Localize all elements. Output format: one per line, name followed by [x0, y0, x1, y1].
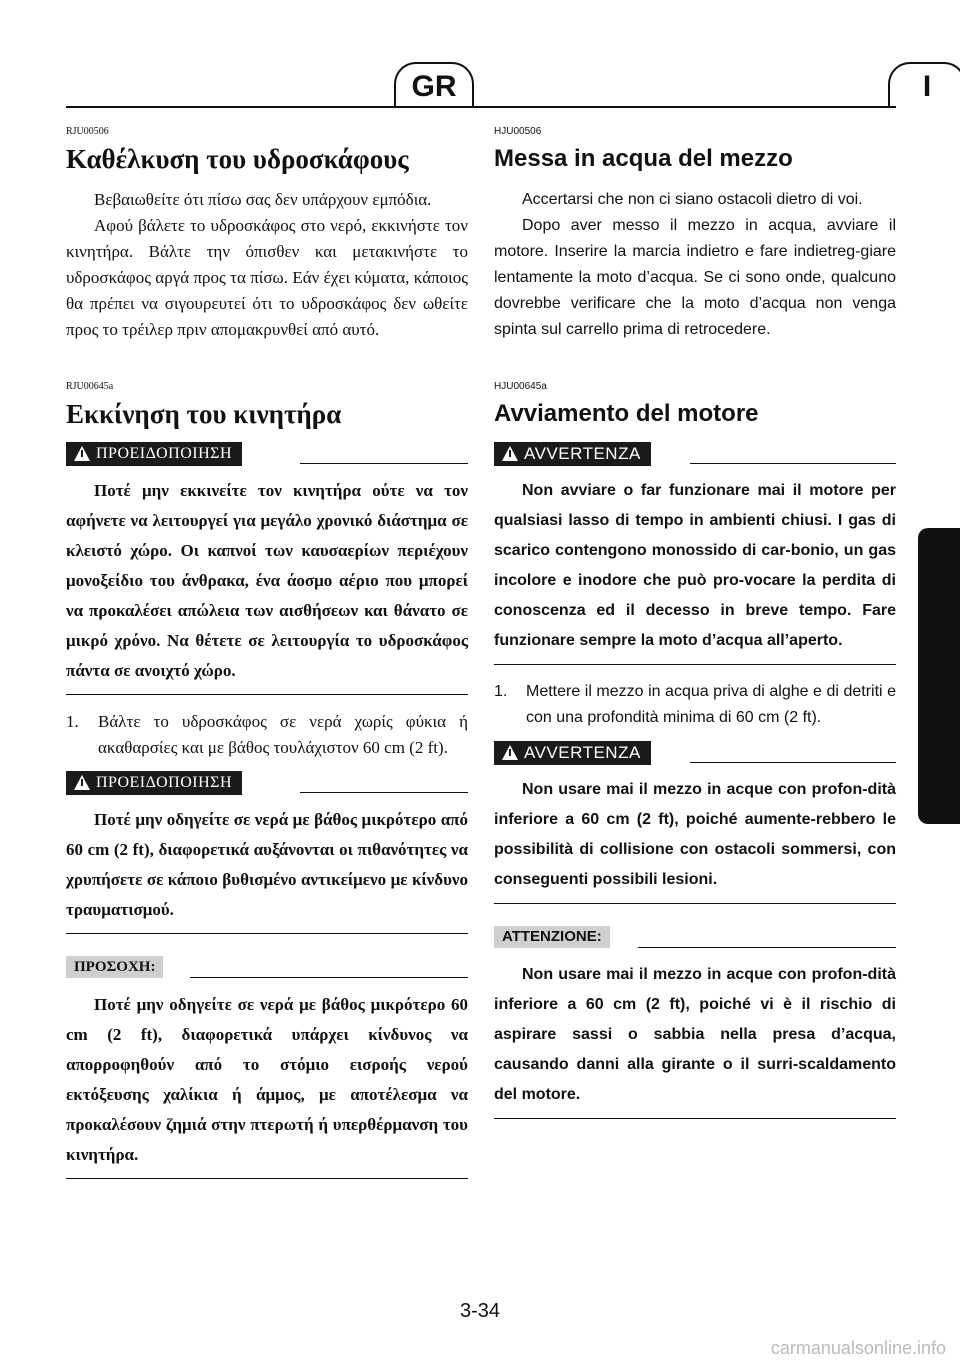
caution-end-rule: [66, 1178, 468, 1179]
warning-header: [494, 741, 896, 765]
paragraph: Αφού βάλετε το υδροσκάφος στο νερό, εκκινήστε τον κινητήρα. Βάλτε την όπισθεν και μετακινήστε το υδροσκάφος αργά προς τα πίσω. Εάν έχει κύματα, κάποιος θα πρέπει να σιγουρευτεί ότι το υδροσκάφος δεν ωθείτε προς το τρέιλερ πριν απομακρυνθεί από αυτό.: [66, 216, 468, 339]
warning-end-rule: [66, 694, 468, 695]
section-title: Messa in acqua del mezzo: [494, 145, 793, 172]
caution-rule: [190, 977, 468, 978]
warning-label: AVVERTENZA: [524, 743, 641, 762]
warning-text: Ποτέ μην εκκινείτε τον κινητήρα ούτε να τον αφήνετε να λειτουργεί για μεγάλο χρονικό διάστημα σε κλειστό χώρο. Οι καπνοί των καυσαερίων περιέχουν μονοξείδιο του άνθρακα, ένα άοσμο αέριο που μπορεί να προκαλέσει απώλεια των αισθήσεων και θάνατο σε μικρό χρόνο. Να θέτετε σε λειτουργία το υδροσκάφος πάντα σε ανοιχτό χώρο.: [66, 481, 468, 680]
caution-rule: [638, 947, 896, 948]
warning-header: [66, 771, 468, 795]
paragraph: Βεβαιωθείτε ότι πίσω σας δεν υπάρχουν εμπόδια.: [94, 190, 432, 209]
warning-triangle-icon: [74, 775, 90, 790]
warning-badge: [66, 442, 242, 466]
warning-triangle-icon: [74, 446, 90, 461]
caution-text: Ποτέ μην οδηγείτε σε νερά με βάθος μικρότερο 60 cm (2 ft), διαφορετικά υπάρχει κίνδυνος να απορροφηθούν από το στόμιο εισροής νερού εκτόξευσης χαλίκια ή άμμος, με αποτέλεσμα να προκαλέσουν ζημιά στην πτερωτή ή υπερθέρμανση του κινητήρα.: [66, 995, 468, 1164]
caution-text: Non usare mai il mezzo in acque con profon-dità inferiore a 60 cm (2 ft), poiché vi è il rischio di aspirare sassi o sabbia nella presa d’acqua, causando danni alla girante o il surri-scaldamento del motore.: [494, 966, 896, 1103]
chapter-thumb-tab: [918, 528, 960, 824]
list-item: [66, 709, 468, 761]
watermark: carmanualsonline.info: [770, 1338, 946, 1358]
warning-rule: [300, 463, 468, 464]
warning-rule: [690, 463, 896, 464]
list-number: 1.: [494, 683, 508, 700]
warning-rule: [690, 762, 896, 763]
warning-header: [494, 442, 896, 466]
section-code: HJU00645a: [494, 381, 547, 392]
warning-label: ΠΡΟΕΙΔΟΠΟΙΗΣΗ: [96, 774, 233, 791]
caution-header: [494, 924, 896, 950]
warning-label: ΠΡΟΕΙΔΟΠΟΙΗΣΗ: [96, 445, 233, 462]
paragraph: Dopo aver messo il mezzo in acqua, avviare il motore. Inserire la marcia indietro e fare indietreg-giare lentamente la moto d’acqua. Se ci sono onde, qualcuno dovrebbe verificare che la moto d’acqua non venga spinta sul carrello prima di retrocedere.: [494, 217, 896, 338]
warning-rule: [300, 792, 468, 793]
language-tab-greek: GR: [394, 62, 474, 106]
caution-header: [66, 954, 468, 980]
section-title: Avviamento del motore: [494, 400, 759, 427]
warning-text: Non usare mai il mezzo in acque con profon-dità inferiore a 60 cm (2 ft), poiché aumente-rebbero le possibilità di collisione con ostacoli sommersi, con conseguenti possibili lesioni.: [494, 781, 896, 888]
list-text: Mettere il mezzo in acqua priva di alghe e di detriti e con una profondità minima di 60 cm (2 ft).: [526, 683, 896, 726]
caution-end-rule: [494, 1118, 896, 1119]
warning-triangle-icon: [502, 745, 518, 760]
section-code: HJU00506: [494, 126, 542, 137]
warning-badge: [66, 771, 242, 795]
warning-text: Ποτέ μην οδηγείτε σε νερά με βάθος μικρότερο από 60 cm (2 ft), διαφορετικά αυξάνονται οι πιθανότητες να χρυπήσετε σε κάποιο βυθισμένο αντικείμενο με κίνδυνο τραυματισμού.: [66, 810, 468, 919]
paragraph: Accertarsi che non ci siano ostacoli dietro di voi.: [522, 191, 863, 208]
header-rule: [66, 106, 896, 108]
list-text: Βάλτε το υδροσκάφος σε νερά χωρίς φύκια ή ακαθαρσίες και με βάθος τουλάχιστον 60 cm (2 ft).: [98, 712, 468, 757]
warning-triangle-icon: [502, 446, 518, 461]
warning-header: [66, 442, 468, 466]
warning-end-rule: [494, 664, 896, 665]
warning-badge: [494, 442, 651, 466]
greek-column: [66, 118, 468, 1193]
section-code: RJU00645a: [66, 381, 114, 392]
language-tab-italian: I: [888, 62, 960, 106]
list-item: [494, 679, 896, 731]
list-number: 1.: [66, 712, 79, 731]
warning-badge: [494, 741, 651, 765]
page-number: 3-34: [459, 1300, 501, 1322]
caution-badge: ATTENZIONE:: [494, 926, 610, 948]
section-title: Καθέλκυση του υδροσκάφους: [66, 144, 409, 174]
italian-column: [494, 118, 896, 1133]
warning-end-rule: [66, 933, 468, 934]
section-code: RJU00506: [66, 126, 109, 137]
caution-badge: ΠΡΟΣΟΧΗ:: [66, 956, 163, 978]
page-header: [66, 62, 932, 108]
section-title: Εκκίνηση του κινητήρα: [66, 399, 342, 429]
warning-label: AVVERTENZA: [524, 444, 641, 463]
warning-end-rule: [494, 903, 896, 904]
warning-text: Non avviare o far funzionare mai il motore per qualsiasi lasso di tempo in ambienti chiusi. I gas di scarico contengono monossido di car-bonio, un gas incolore e inodore che può pro-vocare la perdita di conoscenza ed il decesso in breve tempo. Fare funzionare sempre la moto d’acqua all’aperto.: [494, 482, 896, 649]
